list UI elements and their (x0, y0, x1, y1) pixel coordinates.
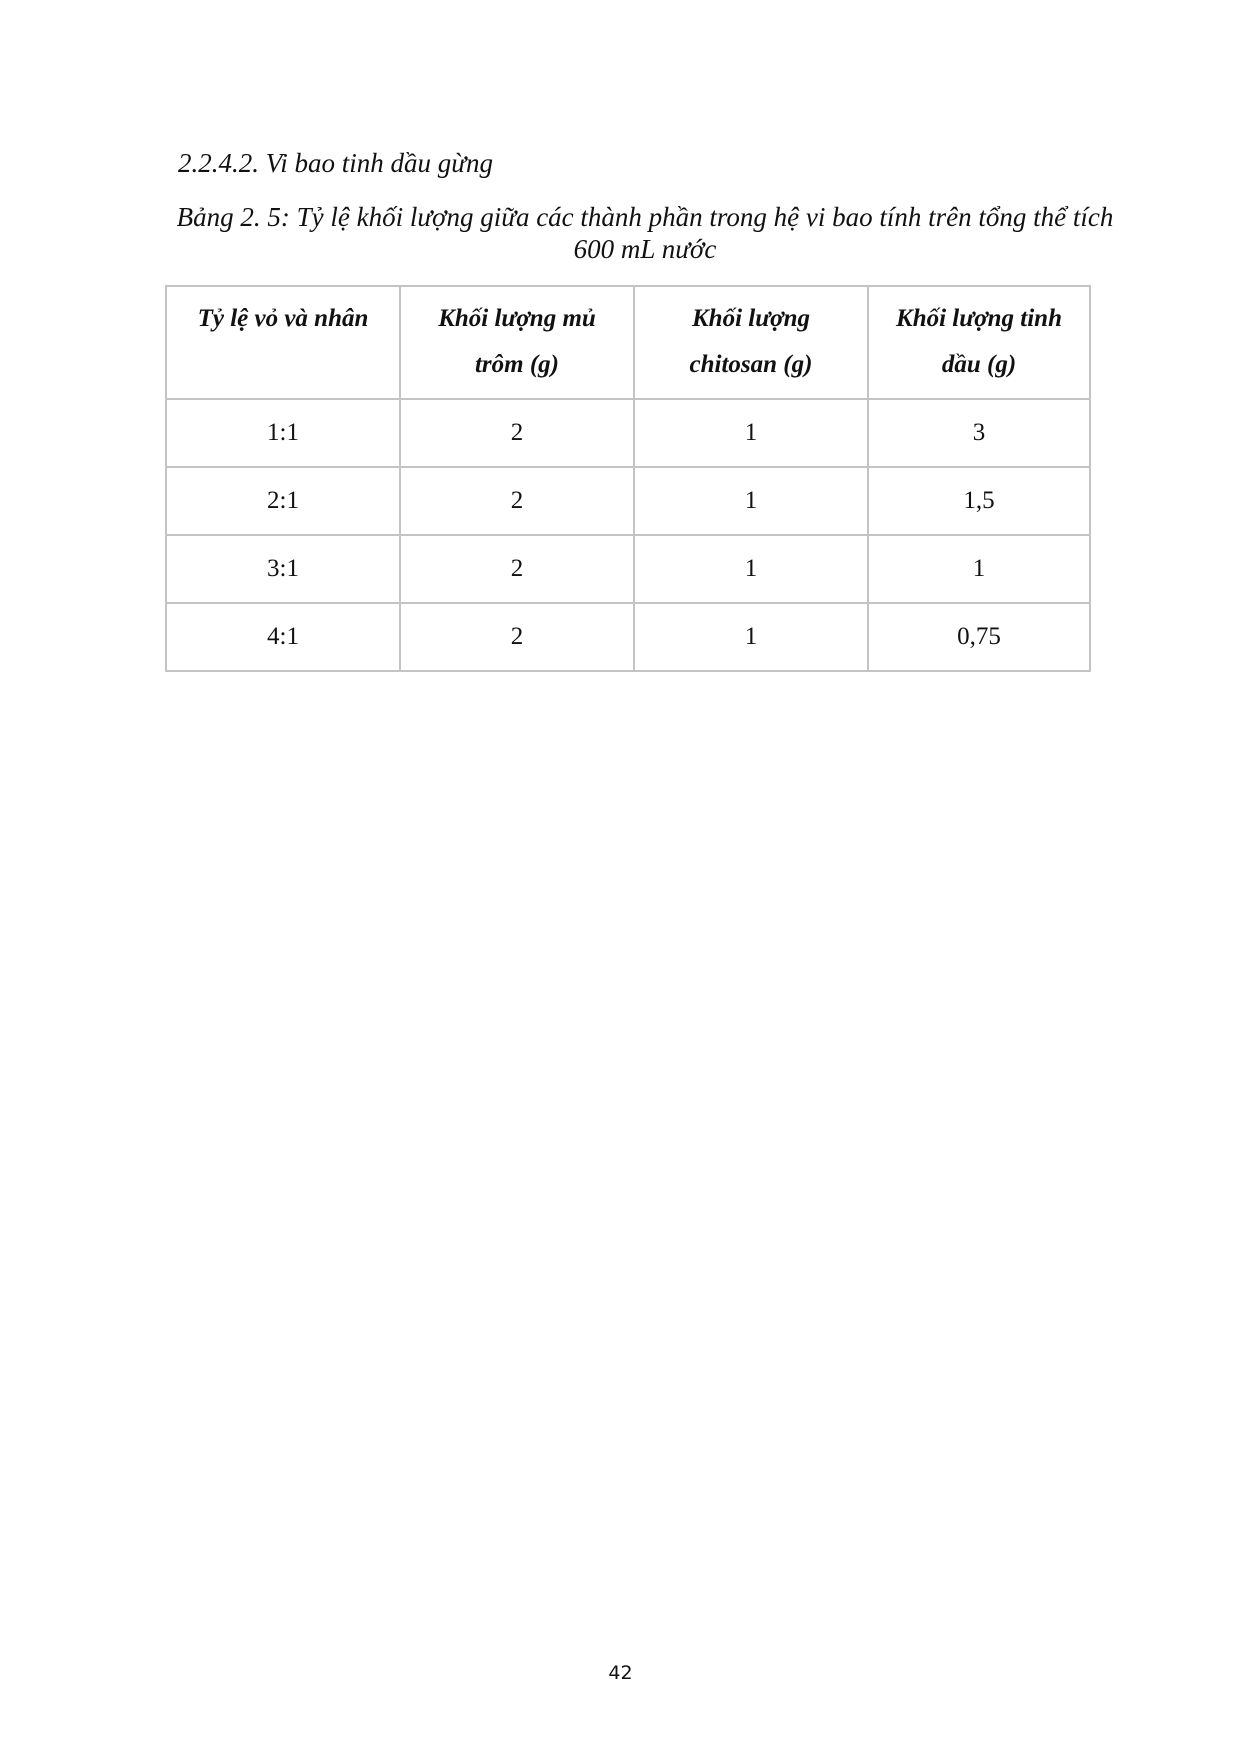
header-line: chitosan (g) (689, 351, 813, 378)
table-header-row (166, 286, 1090, 399)
table-cell: 3 (868, 399, 1090, 467)
table-row (166, 535, 1090, 603)
table-cell: 1 (634, 399, 868, 467)
caption-line-1: Bảng 2. 5: Tỷ lệ khối lượng giữa các thành phần trong hệ vi bao tính trên tổng thể tích (176, 202, 1114, 232)
table-cell: 0,75 (868, 603, 1090, 671)
table-cell: 1:1 (166, 399, 400, 467)
composition-table (165, 285, 1091, 672)
table-cell: 1 (634, 535, 868, 603)
table-caption (165, 201, 1125, 265)
table-cell: 1,5 (868, 467, 1090, 535)
header-line: dầu (g) (941, 351, 1017, 378)
table-cell: 1 (868, 535, 1090, 603)
table-cell: 4:1 (166, 603, 400, 671)
table-cell: 2 (400, 603, 634, 671)
header-line: Khối lượng (691, 305, 811, 332)
header-line: Khối lượng mủ (438, 305, 596, 332)
table-cell: 1 (634, 467, 868, 535)
header-gum-mass (400, 286, 634, 399)
table-row (166, 467, 1090, 535)
table-row (166, 603, 1090, 671)
table-cell: 3:1 (166, 535, 400, 603)
header-shell-core-ratio (166, 286, 400, 399)
header-line: Tỷ lệ vỏ và nhân (197, 305, 369, 332)
header-chitosan-mass (634, 286, 868, 399)
table-cell: 2 (400, 399, 634, 467)
header-line: Khối lượng tinh (896, 305, 1062, 332)
header-essential-oil-mass (868, 286, 1090, 399)
table-cell: 2 (400, 535, 634, 603)
table-cell: 2 (400, 467, 634, 535)
page-number: 42 (608, 1662, 633, 1684)
header-line: trôm (g) (474, 351, 560, 378)
table-cell: 1 (634, 603, 868, 671)
table-row (166, 399, 1090, 467)
caption-line-2: 600 mL nước (573, 234, 717, 264)
section-heading: 2.2.4.2. Vi bao tinh dầu gừng (178, 148, 493, 178)
table-cell: 2:1 (166, 467, 400, 535)
